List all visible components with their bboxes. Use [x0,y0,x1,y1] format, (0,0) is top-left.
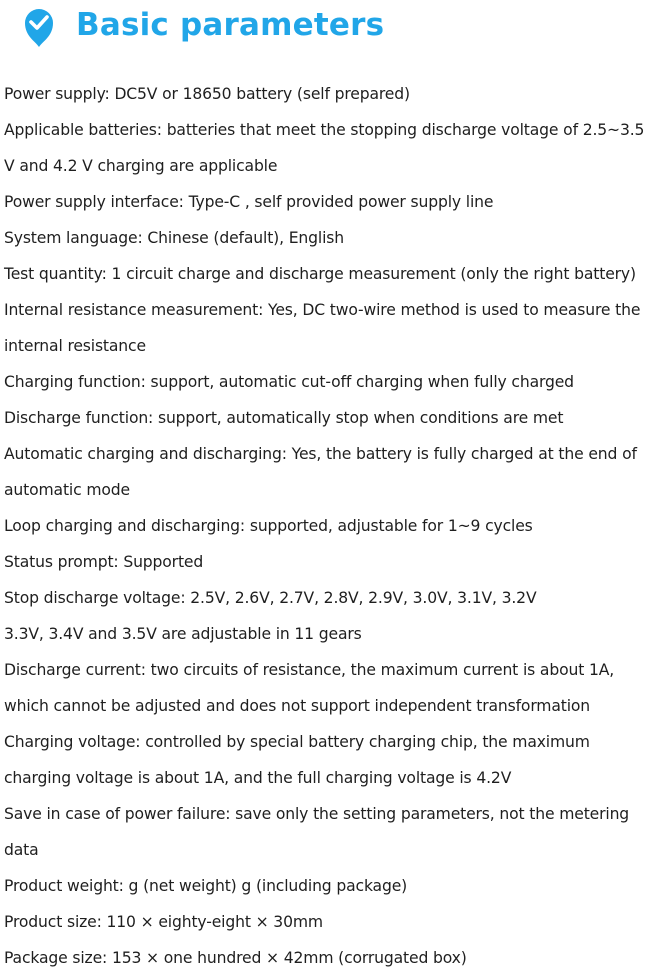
text-line: charging voltage is about 1A, and the full charging voltage is 4.2V [4,769,512,787]
check-icon [14,0,64,50]
parameter-list [4,76,662,976]
page-title: Basic parameters [76,6,385,43]
text-line: 3.3V, 3.4V and 3.5V are adjustable in 11 gears [4,625,362,643]
text-line: Automatic charging and discharging: Yes, the battery is fully charged at the end of [4,445,637,463]
text-line: Save in case of power failure: save only the setting parameters, not the metering [4,805,630,823]
text-line: Package size: 153 × one hundred × 42mm (corrugated box) [4,949,467,967]
text-line: Product weight: g (net weight) g (including package) [4,877,408,895]
text-line: Stop discharge voltage: 2.5V, 2.6V, 2.7V, 2.8V, 2.9V, 3.0V, 3.1V, 3.2V [4,589,537,607]
text-line: Internal resistance measurement: Yes, DC two-wire method is used to measure the [4,301,641,319]
text-line: Discharge current: two circuits of resistance, the maximum current is about 1A, [4,661,615,679]
text-line: Power supply interface: Type-C , self provided power supply line [4,193,494,211]
text-line: Test quantity: 1 circuit charge and discharge measurement (only the right battery) [4,265,636,283]
text-line: internal resistance [4,337,146,355]
text-line: Product size: 110 × eighty-eight × 30mm [4,913,323,931]
text-line: System language: Chinese (default), English [4,229,344,247]
text-line: Status prompt: Supported [4,553,204,571]
text-line: data [4,841,39,859]
text-line: automatic mode [4,481,130,499]
text-line: Loop charging and discharging: supported, adjustable for 1~9 cycles [4,517,533,535]
text-line: Discharge function: support, automatically stop when conditions are met [4,409,564,427]
text-line: which cannot be adjusted and does not support independent transformation [4,697,591,715]
text-line: Applicable batteries: batteries that meet the stopping discharge voltage of 2.5~3.5 [4,121,645,139]
text-line: Power supply: DC5V or 18650 battery (self prepared) [4,85,410,103]
text-line: Charging function: support, automatic cut-off charging when fully charged [4,373,574,391]
text-line: V and 4.2 V charging are applicable [4,157,278,175]
section-header [14,0,384,50]
text-line: Charging voltage: controlled by special battery charging chip, the maximum [4,733,590,751]
